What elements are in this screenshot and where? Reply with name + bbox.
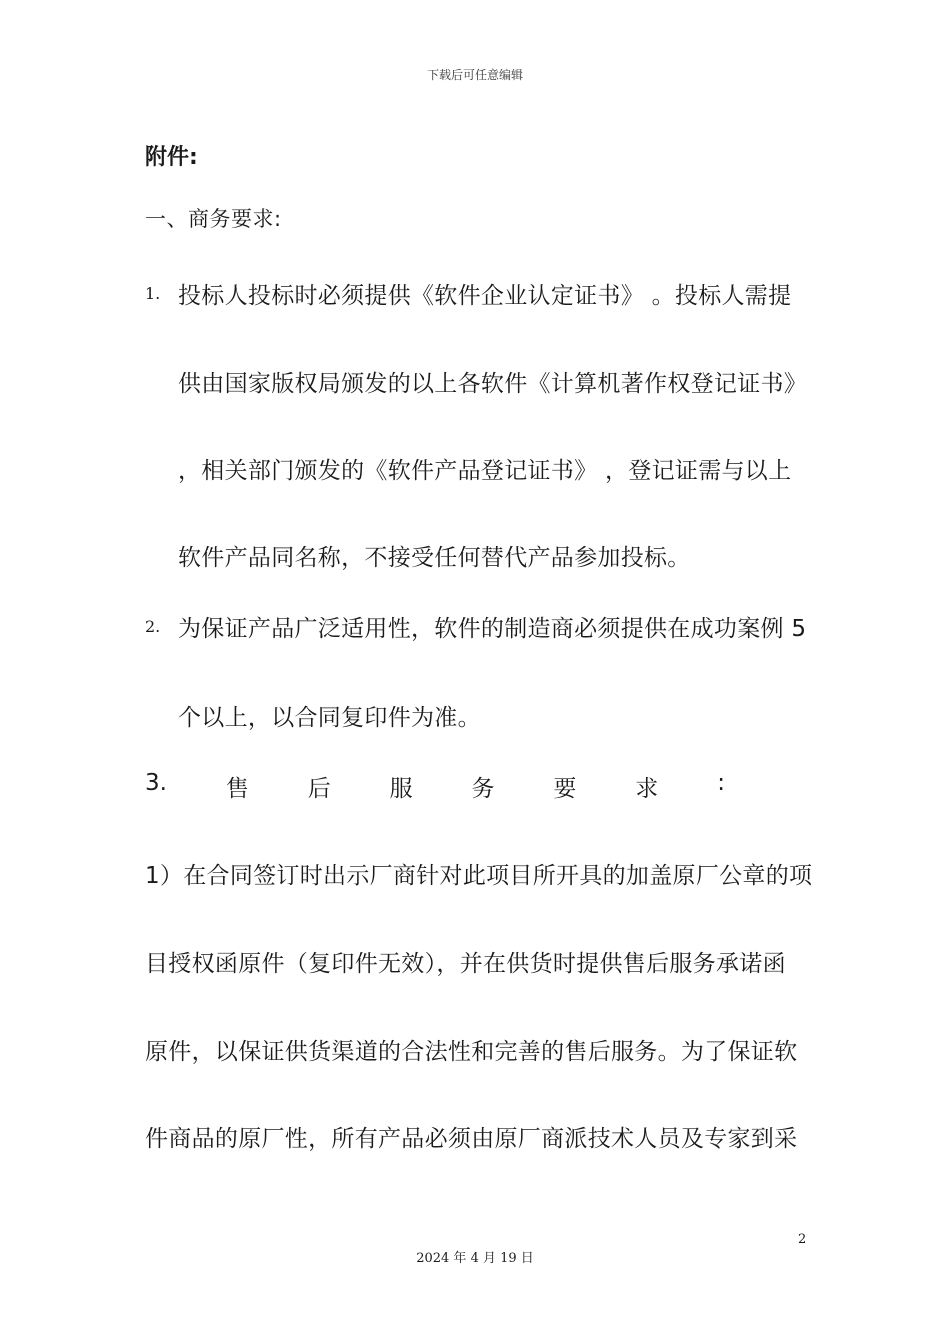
- item1-line: 软件产品同名称，不接受任何替代产品参加投标。: [178, 545, 691, 571]
- item3-heading: [145, 770, 725, 803]
- item2-line: 个以上，以合同复印件为准。: [178, 705, 481, 731]
- attachment-title: 附件:: [145, 145, 198, 170]
- item3-char: 要: [553, 776, 577, 802]
- item1-line: ，相关部门颁发的《软件产品登记证书》 ，登记证需与以上: [178, 458, 792, 484]
- item-number: 2.: [145, 617, 161, 636]
- item1-line: 投标人投标时必须提供《软件企业认定证书》 。投标人需提: [178, 283, 792, 309]
- item3-colon: :: [717, 770, 725, 796]
- item3-char: 求: [635, 776, 659, 802]
- sub1-line: 1）在合同签订时出示厂商针对此项目所开具的加盖原厂公章的项: [145, 863, 813, 889]
- footer-date: 2024 年 4 月 19 日: [416, 1251, 534, 1266]
- item3-char: 后: [307, 776, 331, 802]
- section-title: 一、商务要求:: [145, 207, 282, 231]
- item1-line: 供由国家版权局颁发的以上各软件《计算机著作权登记证书》: [178, 371, 808, 397]
- item2-line: 为保证产品广泛适用性，软件的制造商必须提供在成功案例 5: [178, 616, 807, 642]
- page-header: 下载后可任意编辑: [426, 68, 523, 82]
- item3-char: 售: [225, 776, 249, 802]
- item3-char: 务: [471, 776, 495, 802]
- sub1-line: 原件，以保证供货渠道的合法性和完善的售后服务。为了保证软: [145, 1039, 798, 1065]
- sub1-line: 目授权函原件（复印件无效），并在供货时提供售后服务承诺函: [145, 951, 786, 977]
- item3-number: 3.: [145, 770, 167, 796]
- item3-char: 服: [389, 776, 413, 802]
- item-number: 1.: [145, 284, 161, 303]
- page-number: 2: [798, 1232, 807, 1247]
- sub1-line: 件商品的原厂性，所有产品必须由原厂商派技术人员及专家到采: [145, 1126, 798, 1152]
